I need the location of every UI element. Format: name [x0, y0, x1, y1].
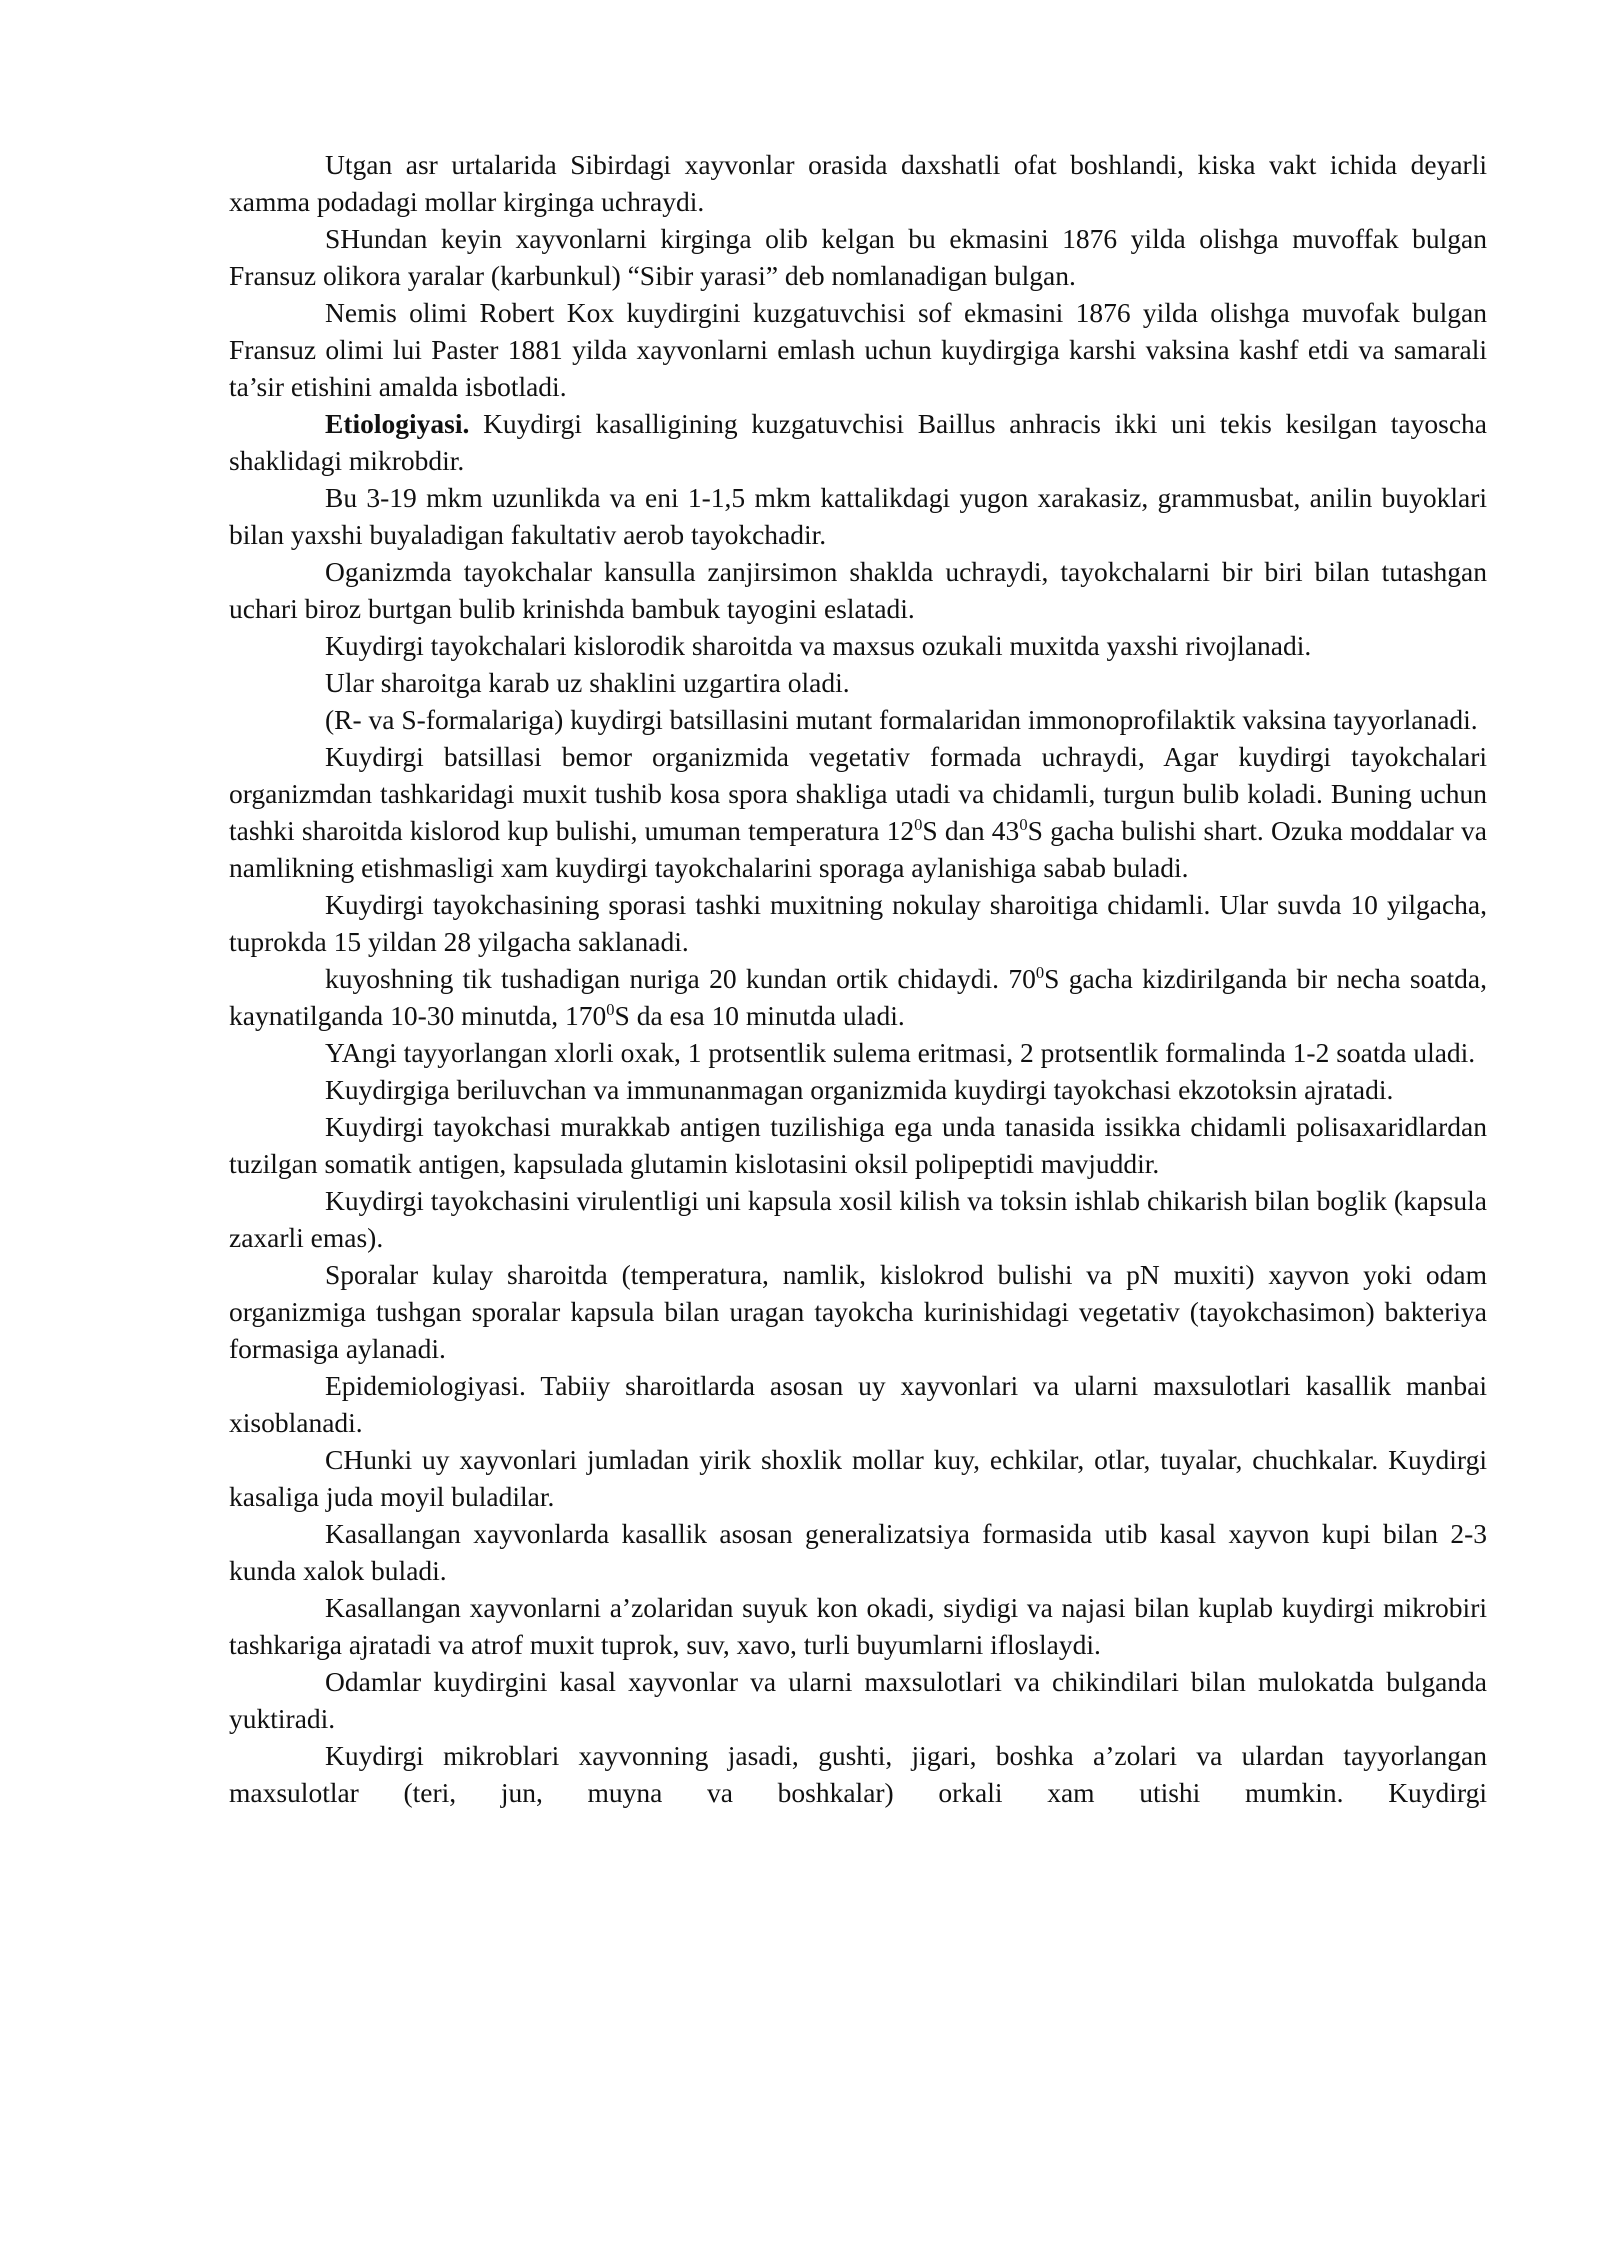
superscript: 0 — [1019, 814, 1028, 834]
paragraph-text: S gacha bulishi shart. Ozuka moddalar va namlikning etishmasligi xam kuydirgi tayokchalarini sporaga aylanishiga sabab buladi. — [229, 815, 1487, 883]
paragraph: Kuydirgi tayokchasi murakkab antigen tuzilishiga ega unda tanasida issikka chidamli polisaxaridlardan tuzilgan somatik antigen, kapsulada glutamin kislotasini oksil polipeptidi mavjuddir. — [229, 1111, 1487, 1179]
paragraph: Kuydirgi tayokchasini virulentligi uni kapsula xosil kilish va toksin ishlab chikarish bilan boglik (kapsula zaxarli emas). — [229, 1185, 1487, 1253]
paragraph: Epidemiologiyasi. Tabiiy sharoitlarda asosan uy xayvonlari va ularni maxsulotlari kasallik manbai xisoblanadi. — [229, 1370, 1487, 1438]
paragraph — [229, 738, 1487, 886]
paragraph: Nemis olimi Robert Kox kuydirgini kuzgatuvchisi sof ekmasini 1876 yilda olishga muvofak bulgan Fransuz olimi lui Paster 1881 yilda xayvonlarni emlash uchun kuydirgiga karshi vaksina kashf etdi va samarali ta’sir etishini amalda isbotladi. — [229, 297, 1487, 402]
paragraph: Kuydirgiga beriluvchan va immunanmagan organizmida kuydirgi tayokchasi ekzotoksin ajratadi. — [325, 1074, 1394, 1105]
paragraph: Kuydirgi tayokchalari kislorodik sharoitda va maxsus ozukali muxitda yaxshi rivojlanadi. — [325, 630, 1312, 661]
superscript: 0 — [914, 814, 923, 834]
paragraph: Kuydirgi mikroblari xayvonning jasadi, gushti, jigari, boshka a’zolari va ulardan tayyorlangan maxsulotlar (teri, jun, muyna va boshkalar) orkali xam utishi mumkin. Kuydirgi — [229, 1740, 1487, 1808]
paragraph-text: kuyoshning tik tushadigan nuriga 20 kundan ortik chidaydi. 70 — [325, 963, 1036, 994]
paragraph: YAngi tayyorlangan xlorli oxak, 1 protsentlik sulema eritmasi, 2 protsentlik formalinda 1-2 soatda uladi. — [325, 1037, 1476, 1068]
paragraph: Kuydirgi tayokchasining sporasi tashki muxitning nokulay sharoitiga chidamli. Ular suvda 10 yilgacha, tuprokda 15 yildan 28 yilgacha saklanadi. — [229, 889, 1487, 957]
paragraph: Oganizmda tayokchalar kansulla zanjirsimon shaklda uchraydi, tayokchalarni bir biri bilan tutashgan uchari biroz burtgan bulib krinishda bambuk tayogini eslatadi. — [229, 556, 1487, 624]
paragraph: Utgan asr urtalarida Sibirdagi xayvonlar orasida daxshatli ofat boshlandi, kiska vakt ichida deyarli xamma podadagi mollar kirginga uchraydi. — [229, 149, 1487, 217]
superscript: 0 — [606, 999, 615, 1019]
paragraph: Ular sharoitga karab uz shaklini uzgartira oladi. — [325, 667, 850, 698]
document-page — [229, 146, 1487, 1811]
paragraph: Kasallangan xayvonlarda kasallik asosan generalizatsiya formasida utib kasal xayvon kupi bilan 2-3 kunda xalok buladi. — [229, 1518, 1487, 1586]
paragraph: SHundan keyin xayvonlarni kirginga olib kelgan bu ekmasini 1876 yilda olishga muvoffak bulgan Fransuz olikora yaralar (karbunkul) “Sibir yarasi” deb nomlanadigan bulgan. — [229, 223, 1487, 291]
superscript: 0 — [1035, 962, 1045, 982]
paragraph: Odamlar kuydirgini kasal xayvonlar va ularni maxsulotlari va chikindilari bilan mulokatda bulganda yuktiradi. — [229, 1666, 1487, 1734]
paragraph-text: Kuydirgi kasalligining kuzgatuvchisi Baillus anhracis ikki uni tekis kesilgan tayoscha shaklidagi mikrobdir. — [229, 408, 1487, 476]
paragraph: (R- va S-formalariga) kuydirgi batsillasini mutant formalaridan immonoprofilaktik vaksina tayyorlanadi. — [325, 704, 1478, 735]
paragraph: CHunki uy xayvonlari jumladan yirik shoxlik mollar kuy, echkilar, otlar, tuyalar, chuchkalar. Kuydirgi kasaliga juda moyil buladilar. — [229, 1444, 1487, 1512]
paragraph-text: S dan 43 — [922, 815, 1020, 846]
paragraph: Bu 3-19 mkm uzunlikda va eni 1-1,5 mkm kattalikdagi yugon xarakasiz, grammusbat, anilin buyoklari bilan yaxshi buyaladigan fakultativ aerob tayokchadir. — [229, 482, 1487, 550]
paragraph-text: Kuydirgi batsillasi bemor organizmida vegetativ formada uchraydi, Agar kuydirgi tayokchalari organizmdan tashkaridagi muxit tushib kosa spora shakliga utadi va chidamli, turgun bulib koladi. Buning uchun tashki sharoitda kislorod kup bulishi, umuman temperatura 12 — [229, 741, 1487, 846]
paragraph: Kasallangan xayvonlarni a’zolaridan suyuk kon okadi, siydigi va najasi bilan kuplab kuydirgi mikrobiri tashkariga ajratadi va atrof muxit tuprok, suv, xavo, turli buyumlarni ifloslaydi. — [229, 1592, 1487, 1660]
paragraph-text: S gacha kizdirilganda bir necha soatda, kaynatilganda 10-30 minutda, 170 — [229, 963, 1488, 1031]
paragraph — [229, 960, 1487, 1034]
paragraph: Sporalar kulay sharoitda (temperatura, namlik, kislokrod bulishi va pN muxiti) xayvon yoki odam organizmiga tushgan sporalar kapsula bilan uragan tayokcha kurinishidagi vegetativ (tayokchasimon) bakteriya formasiga aylanadi. — [229, 1259, 1487, 1364]
paragraph-text: S da esa 10 minutda uladi. — [614, 1000, 905, 1031]
section-heading: Etiologiyasi. — [325, 408, 470, 439]
paragraph — [229, 405, 1487, 479]
